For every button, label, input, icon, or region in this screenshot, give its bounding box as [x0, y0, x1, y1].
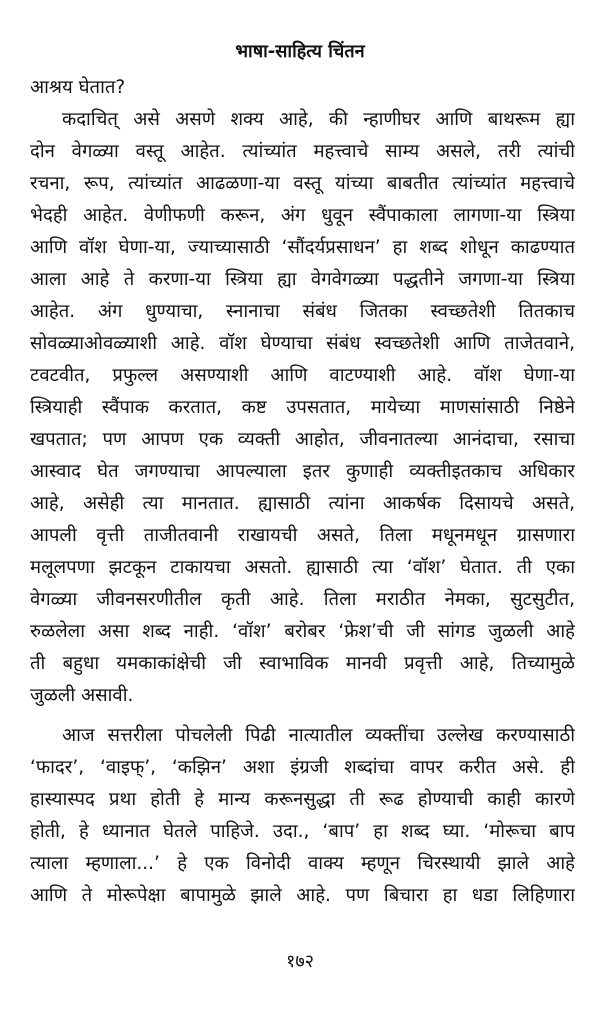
text-line: आपली वृत्ती ताजीतवानी राखायची असते, तिला मधूनमधून ग्रासणारा — [30, 525, 575, 546]
text-line: वेगळ्या जीवनसरणीतील कृती आहे. तिला मराठीत नेमका, सुटसुटीत, — [30, 589, 575, 610]
text-line: मलूलपणा झटकून टाकायचा असतो. ह्यासाठी त्या ‘वॉश’ घेतात. ती एका — [30, 557, 575, 578]
text-line: आहे, असेही त्या मानतात. ह्यासाठी त्यांना आकर्षक दिसायचे असते, — [30, 493, 575, 514]
text-line: दोन वेगळ्या वस्तू आहेत. त्यांच्यांत महत्त्वाचे साम्य असले, तरी त्यांची — [30, 141, 575, 162]
page-number: १७२ — [285, 951, 315, 972]
running-head: भाषा-साहित्य चिंतन — [235, 41, 365, 62]
text-line: आहेत. अंग धुण्याचा, स्नानाचा संबंध जितका स्वच्छतेशी तितकाच — [30, 301, 575, 322]
paragraph-continuation — [30, 72, 575, 104]
text-line: आस्वाद घेत जगण्याचा आपल्याला इतर कुणाही व्यक्तीइतकाच अधिकार — [30, 461, 575, 482]
text-line: रचना, रूप, त्यांच्यांत आढळणा-या वस्तू यांच्या बाबतीत त्यांच्यांत महत्त्वाचे — [30, 173, 575, 194]
text-line: आणि वॉश घेणा-या, ज्याच्यासाठी ‘सौंदर्यप्रसाधन’ हा शब्द शोधून काढण्यात — [30, 237, 575, 258]
text-line: होती, हे ध्यानात घेतले पाहिजे. उदा., ‘बाप’ हा शब्द घ्या. ‘मोरूचा बाप — [30, 821, 575, 842]
text-line: खपतात; पण आपण एक व्यक्ती आहोत, जीवनातल्या आनंदाचा, रसाचा — [30, 429, 575, 450]
text-line: त्याला म्हणाला...’ हे एक विनोदी वाक्य म्हणून चिरस्थायी झाले आहे — [30, 853, 575, 874]
text-line: ‘फादर’, ‘वाइफ्’, ‘कझिन’ अशा इंग्रजी शब्दांचा वापर करीत असे. ही — [30, 757, 575, 778]
text-line: आला आहे ते करणा-या स्त्रिया ह्या वेगवेगळ्या पद्धतीने जगणा-या स्त्रिया — [30, 269, 575, 290]
text-line: जुळली असावी. — [30, 685, 134, 706]
text-line: ती बहुधा यमकाकांक्षेची जी स्वाभाविक मानवी प्रवृत्ती आहे, तिच्यामुळे — [30, 653, 575, 674]
text-line: टवटवीत, प्रफुल्ल असण्याशी आणि वाटण्याशी आहे. वॉश घेणा-या — [30, 365, 575, 386]
text-line: आज सत्तरीला पोचलेली पिढी नात्यातील व्यक्तींचा उल्लेख करण्यासाठी — [62, 725, 575, 746]
text-line: कदाचित् असे असणे शक्य आहे, की न्हाणीघर आणि बाथरूम ह्या — [62, 109, 575, 130]
text-line: आश्रय घेतात? — [30, 77, 126, 98]
paragraph-bathroom — [30, 104, 575, 712]
text-line: हास्यास्पद प्रथा होती हे मान्य करूनसुद्धा ती रूढ होण्याची काही कारणे — [30, 789, 575, 810]
body-text — [30, 72, 575, 912]
text-line: रुळलेला असा शब्द नाही. ‘वॉश’ बरोबर ‘फ्रेश’ची जी सांगड जुळली आहे — [30, 621, 575, 642]
text-line: स्त्रियाही स्वैंपाक करतात, कष्ट उपसतात, मायेच्या माणसांसाठी निष्ठेने — [30, 397, 575, 418]
text-line: आणि ते मोरूपेक्षा बापामुळे झाले आहे. पण बिचारा हा धडा लिहिणारा — [30, 885, 575, 906]
paragraph-gap — [30, 712, 575, 720]
paragraph-kinship-words — [30, 720, 575, 912]
text-line: सोवळ्याओवळ्याशी आहे. वॉश घेण्याचा संबंध स्वच्छतेशी आणि ताजेतवाने, — [30, 333, 575, 354]
text-line: भेदही आहेत. वेणीफणी करून, अंग धुवून स्वैंपाकाला लागणा-या स्त्रिया — [30, 205, 575, 226]
